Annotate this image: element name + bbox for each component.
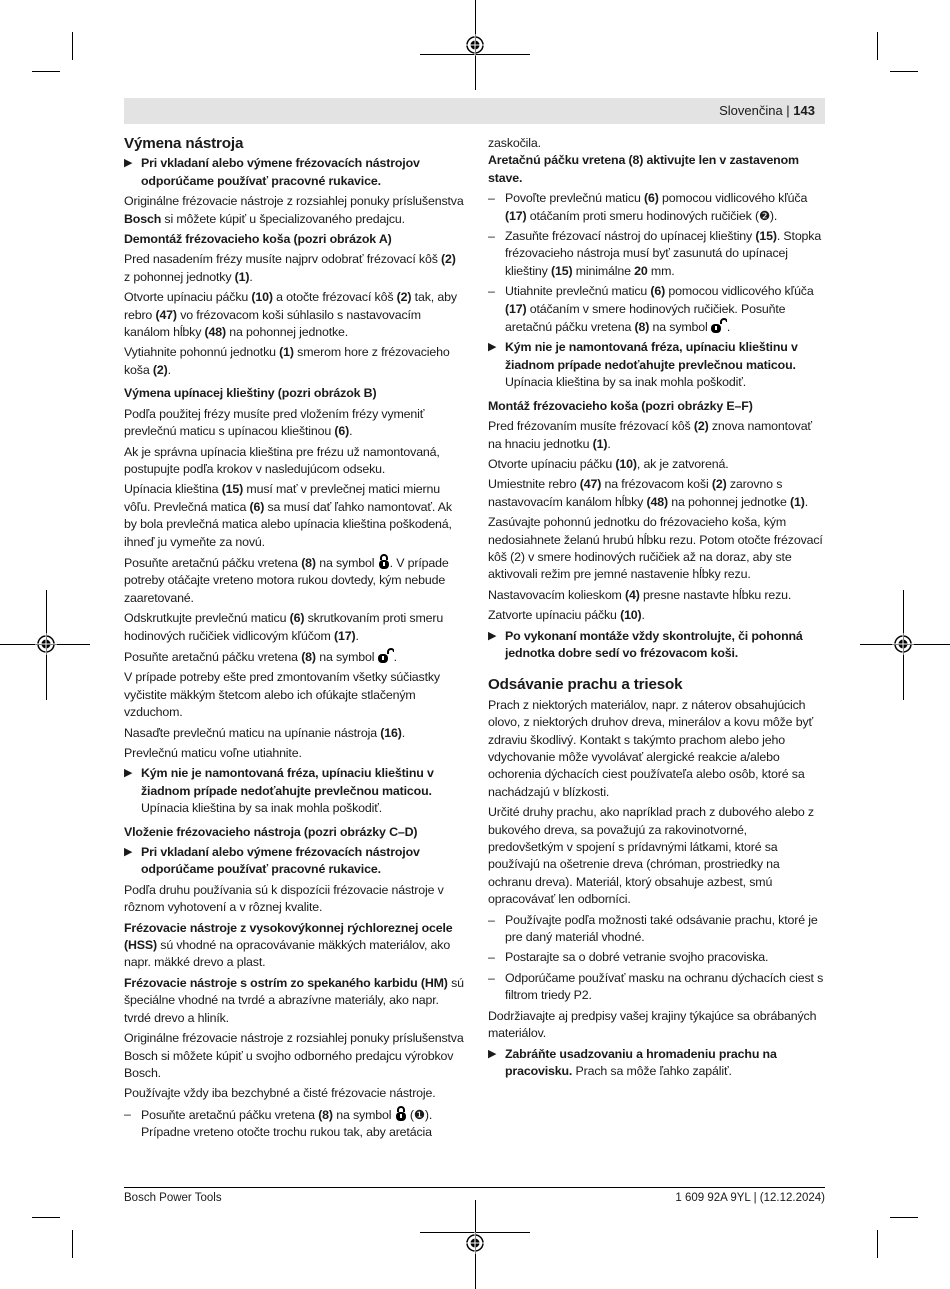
paragraph: Zasúvajte pohonnú jednotku do frézovacieho koša, kým nedosiahnete želanú hrubú hĺbku rezu. Potom otočte frézovací kôš (2) v smere hodinových ručičiek až na doraz, aby ste aktivovali režim pre jemné nastavenie hĺbky rezu. (488, 515, 823, 582)
paragraph: Pred frézovaním musíte frézovací kôš (2) znova namontovať na hnaciu jednotku (1). (488, 419, 812, 451)
triangle-right-icon: ▶ (124, 767, 133, 780)
section-title: Výmena nástroja (124, 135, 244, 152)
warning-note: ▶ Kým nie je namontovaná fréza, upínaciu klieštinu v žiadnom prípade nedoťahujte prevlečnou maticou. Upínacia klieština by sa inak mohla poškodiť. (124, 766, 434, 816)
paragraph: Frézovacie nástroje s ostrím zo spekaného karbidu (HM) sú špeciálne vhodné na tvrdé a abrazívne materiály, ako napr. tvrdé drevo a hliník. (124, 975, 464, 1025)
step-number-icon: ❶ (413, 1107, 425, 1122)
paragraph: Podľa druhu používania sú k dispozícii frézovacie nástroje v rôznom vyhotovení a v rôznej kvalite. (124, 882, 444, 915)
subsection-title: Demontáž frézovacieho koša (pozri obrázok A) (124, 232, 392, 247)
registration-mark-icon (464, 34, 486, 56)
paragraph: Určité druhy prachu, ako napríklad prach z dubového alebo z bukového dreva, sa považujú za rakovinotvorné, predovšetkým v spojení s prídavnými látkami, ktoré sa používajú na ošetrenie dreva (chróman, prostriedky na ochranu dreva). Materiál, ktorý obsahuje azbest, smú opracovávať len odborníci. (488, 805, 814, 907)
triangle-right-icon: ▶ (488, 629, 497, 642)
warning-note: ▶ Pri vkladaní alebo výmene frézovacích nástrojov odporúčame používať pracovné rukavice. (124, 845, 420, 877)
registration-mark-icon (892, 633, 914, 655)
lock-icon (395, 1106, 407, 1121)
registration-mark-icon (464, 1232, 486, 1254)
paragraph: Vytiahnite pohonnú jednotku (1) smerom hore z frézovacieho koša (2). (124, 345, 450, 377)
list-item: – Utiahnite prevlečnú maticu (6) pomocou vidlicového kľúča (17) otáčaním v smere hodinových ručičiek. Posuňte aretačnú páčku vretena (8) na symbol . (488, 284, 814, 335)
triangle-right-icon: ▶ (488, 1047, 497, 1060)
paragraph: Podľa použitej frézy musíte pred vložením frézy vymeniť prevlečnú maticu s upínacou klieštinou (6). (124, 406, 425, 439)
paragraph: Odskrutkujte prevlečnú maticu (6) skrutkovaním proti smeru hodinových ručičiek vidlicovým kľúčom (17). (124, 611, 444, 643)
header-text (719, 103, 815, 118)
subsection-title: Výmena upínacej klieštiny (pozri obrázok B) (124, 386, 377, 401)
paragraph: Originálne frézovacie nástroje z rozsiahlej ponuky príslušenstva Bosch si môžete kúpiť u svojho odborného predajcu výrobkov Bosch. (124, 1031, 464, 1080)
paragraph: Upínacia klieština (15) musí mať v prevlečnej matici miernu vôľu. Prevlečná matica (6) sa musí dať ľahko namontovať. Ak by bola prevlečná matica alebo upínacia klieština poškodená, ihneď ju vymeňte za novú. (124, 482, 452, 549)
paragraph: Otvorte upínaciu páčku (10), ak je zatvorená. (488, 456, 729, 471)
section-title: Odsávanie prachu a triesok (488, 676, 683, 694)
lock-icon (378, 554, 390, 569)
left-column (124, 135, 464, 1145)
warning-note: ▶ Pri vkladaní alebo výmene frézovacích nástrojov odporúčame používať pracovné rukavice. (124, 156, 420, 188)
crop-mark (32, 71, 60, 72)
unlock-icon (711, 318, 727, 333)
paragraph: Posuňte aretačnú páčku vretena (8) na symbol . (124, 649, 397, 664)
paragraph: Aretačnú páčku vretena (8) aktivujte len v zastavenom stave. (488, 153, 799, 185)
list-item: – Posuňte aretačnú páčku vretena (8) na symbol (❶). Prípadne vreteno otočte trochu rukou tak, aby aretácia (124, 1106, 433, 1140)
footer-right: 1 609 92A 9YL | (12.12.2024) (675, 1192, 825, 1204)
footer-left: Bosch Power Tools (124, 1192, 222, 1204)
subsection-title: Vloženie frézovacieho nástroja (pozri obrázky C–D) (124, 824, 418, 839)
paragraph: zaskočila. (488, 136, 541, 150)
paragraph: Prach z niektorých materiálov, napr. z náterov obsahujúcich olovo, z niektorých druhov dreva, minerálov a kovu môže byť zdraviu škodlivý. Kontakt s takýmto prachom alebo jeho vdychovanie môže vyvolávať alergické reakcie a/alebo ochorenia dýchacích ciest používateľa alebo osôb, ktoré sa nachádzajú v blízkosti. (488, 697, 813, 799)
crop-mark (72, 32, 73, 60)
warning-note: ▶ Zabráňte usadzovaniu a hromadeniu prachu na pracovisku. Prach sa môže ľahko zapáliť. (488, 1046, 777, 1078)
list-item: – Postarajte sa o dobré vetranie svojho pracoviska. (488, 950, 769, 965)
paragraph: V prípade potreby ešte pred zmontovaním všetky súčiastky vyčistite mäkkým štetcom alebo ich ofúkajte stlačeným vzduchom. (124, 670, 440, 720)
header-separator: | (782, 103, 794, 118)
paragraph: Nastavovacím kolieskom (4) presne nastavte hĺbku rezu. (488, 587, 792, 602)
paragraph: Umiestnite rebro (47) na frézovacom koši (2) zarovno s nastavovacím kanálom hĺbky (48) na pohonnej jednotke (1). (488, 477, 809, 509)
paragraph: Frézovacie nástroje z vysokovýkonnej rýchloreznej ocele (HSS) sú vhodné na opracovávanie mäkkých materiálov, ako napr. mäkké drevo a plast. (124, 920, 453, 970)
list-item: – Používajte podľa možnosti také odsávanie prachu, ktoré je pre daný materiál vhodné. (488, 912, 818, 945)
unlock-icon (378, 648, 394, 663)
paragraph: Zatvorte upínaciu páčku (10). (488, 608, 645, 623)
registration-mark-icon (35, 633, 57, 655)
paragraph: Originálne frézovacie nástroje z rozsiahlej ponuky príslušenstva Bosch si môžete kúpiť u špecializovaného predajcu. (124, 194, 464, 226)
crop-mark (72, 1230, 73, 1258)
list-item: – Zasuňte frézovací nástroj do upínacej klieštiny (15). Stopka frézovacieho nástroja musí byť zasunutá do upínacej klieštiny (15) minimálne 20 mm. (488, 229, 822, 278)
crop-mark (890, 71, 918, 72)
header-language: Slovenčina (719, 103, 783, 118)
crop-mark (890, 1217, 918, 1218)
paragraph: Posuňte aretačnú páčku vretena (8) na symbol . V prípade potreby otáčajte vreteno motora rukou dovtedy, kým nebude zaaretované. (124, 555, 449, 605)
paragraph: Prevlečnú maticu voľne utiahnite. (124, 746, 302, 760)
subsection-title: Montáž frézovacieho koša (pozri obrázky E–F) (488, 398, 753, 413)
triangle-right-icon: ▶ (124, 846, 133, 859)
page-number: 143 (793, 103, 815, 118)
list-item: – Povoľte prevlečnú maticu (6) pomocou vidlicového kľúča (17) otáčaním proti smeru hodinových ručičiek (❷). (488, 191, 808, 223)
triangle-right-icon: ▶ (124, 157, 133, 170)
crop-mark (877, 1230, 878, 1258)
page-header (124, 98, 825, 124)
warning-note: ▶ Kým nie je namontovaná fréza, upínaciu klieštinu v žiadnom prípade nedoťahujte prevlečnou maticou. Upínacia klieština by sa inak mohla poškodiť. (488, 340, 798, 390)
crop-mark (877, 32, 878, 60)
right-column (488, 135, 825, 1083)
paragraph: Nasaďte prevlečnú maticu na upínanie nástroja (16). (124, 725, 405, 740)
paragraph: Otvorte upínaciu páčku (10) a otočte frézovací kôš (2) tak, aby rebro (47) vo frézovacom koši súhlasilo s nastavovacím kanálom hĺbky (48) na pohonnej jednotke. (124, 290, 457, 340)
paragraph: Pred nasadením frézy musíte najprv odobrať frézovací kôš (2) z pohonnej jednotky (1). (124, 252, 456, 284)
paragraph: Dodržiavajte aj predpisy vašej krajiny týkajúce sa obrábaných materiálov. (488, 1008, 817, 1041)
triangle-right-icon: ▶ (488, 341, 497, 354)
warning-note: ▶ Po vykonaní montáže vždy skontrolujte, či pohonná jednotka dobre sedí vo frézovacom koši. (488, 628, 803, 660)
paragraph: Ak je správna upínacia klieština pre frézu už namontovaná, postupujte podľa krokov v nasledujúcom odseku. (124, 444, 440, 476)
paragraph: Používajte vždy iba bezchybné a čisté frézovacie nástroje. (124, 1086, 436, 1101)
step-number-icon: ❷ (758, 208, 770, 223)
crop-mark (32, 1217, 60, 1218)
footer-rule (124, 1187, 825, 1188)
list-item: – Odporúčame používať masku na ochranu dýchacích ciest s filtrom triedy P2. (488, 970, 824, 1003)
